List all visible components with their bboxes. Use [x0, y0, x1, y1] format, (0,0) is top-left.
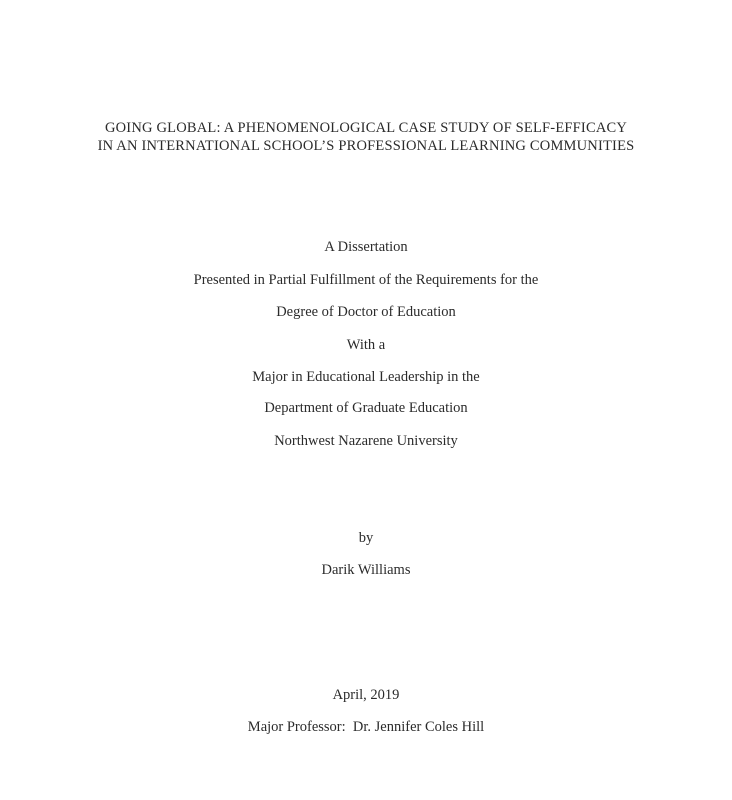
- department-name: Department of Graduate Education: [264, 400, 468, 416]
- publication-date: April, 2019: [332, 687, 400, 703]
- author-name: Darik Williams: [321, 562, 411, 578]
- with-a-statement: With a: [346, 337, 386, 353]
- dissertation-title-line-1: GOING GLOBAL: A PHENOMENOLOGICAL CASE STUDY OF SELF-EFFICACY: [104, 120, 628, 136]
- presented-statement: Presented in Partial Fulfillment of the Requirements for the: [193, 272, 539, 288]
- university-name: Northwest Nazarene University: [274, 433, 458, 449]
- degree-statement: Degree of Doctor of Education: [276, 304, 456, 320]
- by-label: by: [358, 530, 374, 546]
- major-statement: Major in Educational Leadership in the: [252, 369, 480, 385]
- dissertation-title-line-2: IN AN INTERNATIONAL SCHOOL’S PROFESSIONAL LEARNING COMMUNITIES: [97, 138, 635, 154]
- major-professor-line: Major Professor: Dr. Jennifer Coles Hill: [247, 719, 485, 735]
- document-type-label: A Dissertation: [324, 239, 408, 255]
